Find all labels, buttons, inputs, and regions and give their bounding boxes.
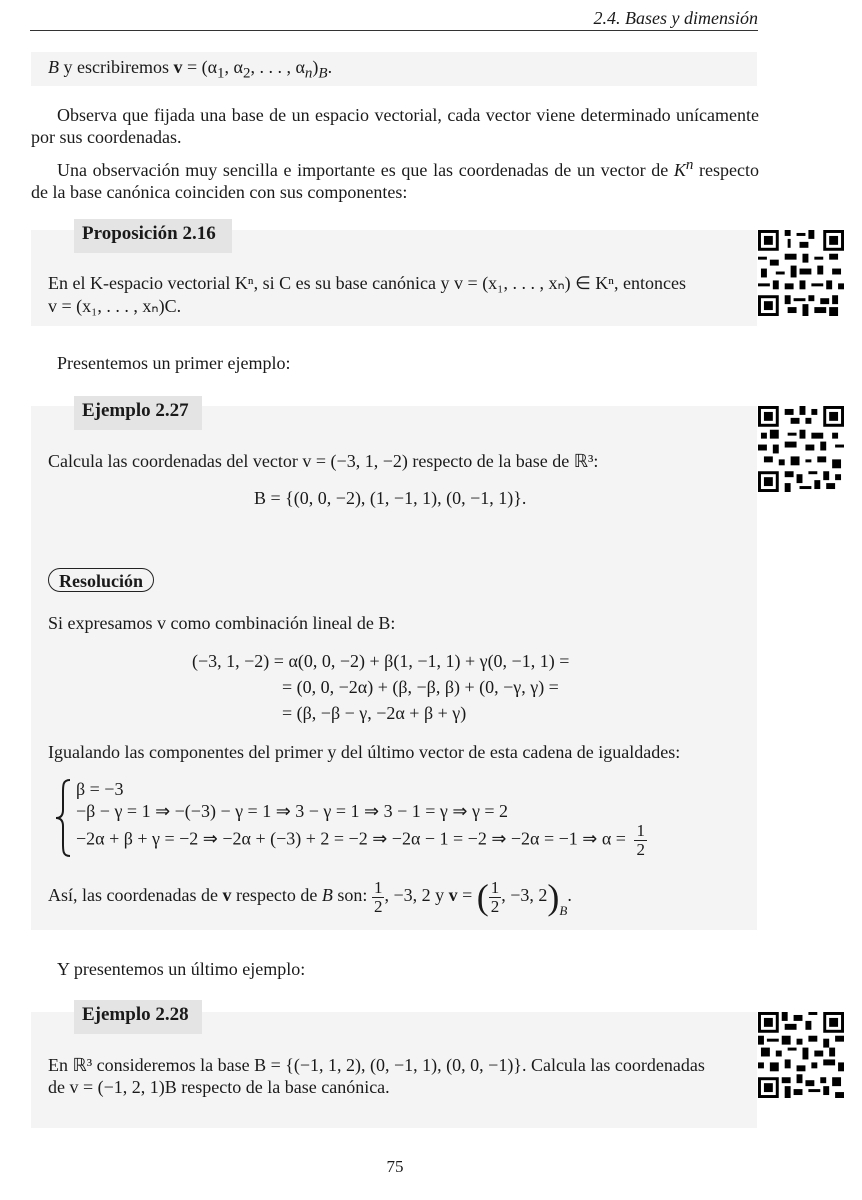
- conclusion-line: Así, las coordenadas de v respecto de B son: $\frac{1}{2}$ , −3, 2 y v = ( $\frac{1}{2}$ , −3, $2)_B$.: [48, 877, 572, 919]
- resolution-label: Resolución: [48, 568, 154, 592]
- equation-line-1: (−3, 1, −2) = α(0, 0, −2) + β(1, −1, 1) + γ(0, −1, 1) =: [192, 651, 570, 671]
- qr-code-icon[interactable]: [758, 230, 844, 316]
- example-2-28-line-1: En ℝ³ consideremos la base B = {(−1, 1, 2), (0, −1, 1), (0, 0, −1)}. Calcula las coordenadas: [48, 1055, 705, 1075]
- example-2-27-tag: Ejemplo 2.27: [74, 396, 202, 430]
- section-title: 2.4. Bases y dimensión: [593, 8, 758, 28]
- resolution-line-1: Si expresamos v como combinación lineal de B:: [48, 613, 396, 633]
- system-equation-1: β = −3: [76, 779, 124, 799]
- page-number: 75: [386, 1157, 404, 1176]
- proposition-line-1: En el K-espacio vectorial Kⁿ, si C es su base canónica y v = (x₁, . . . , xₙ) ∈ Kⁿ, entonces: [48, 273, 686, 293]
- example-2-28-tag: Ejemplo 2.28: [74, 1000, 202, 1034]
- example-2-27-statement: Calcula las coordenadas del vector v = (−3, 1, −2) respecto de la base de ℝ³:: [48, 451, 599, 471]
- paragraph-first-example-intro: Presentemos un primer ejemplo:: [57, 353, 291, 373]
- qr-code-icon[interactable]: [758, 406, 844, 492]
- definition-continuation-text: B y escribiremos $v = (\alpha_1$, $\alpha_2$, . . . , $\alpha_n)_B$.: [48, 57, 333, 82]
- example-2-28-line-2: de v = (−1, 2, 1)B respecto de la base canónica.: [48, 1077, 390, 1097]
- proposition-line-2: v = (x₁, . . . , xₙ)C.: [48, 296, 182, 316]
- equation-line-3: = (β, −β − γ, −2α + β + γ): [282, 703, 467, 723]
- paragraph-canonical-basis: Una observación muy sencilla e importante es que las coordenadas de un vector de $K^n$ respecto de la base canónica coinciden con sus componentes:: [31, 157, 759, 202]
- system-equation-3: −2α + β + γ = −2 ⇒ −2α + (−3) + 2 = −2 ⇒ −2α − 1 = −2 ⇒ −2α = −1 ⇒ α = $\frac{1}{2}$: [76, 821, 645, 859]
- running-header: [30, 6, 758, 31]
- system-brace: [54, 778, 74, 858]
- proposition-tag: Proposición 2.16: [74, 219, 232, 253]
- system-equation-2: −β − γ = 1 ⇒ −(−3) − γ = 1 ⇒ 3 − γ = 1 ⇒ 3 − 1 = γ ⇒ γ = 2: [76, 801, 509, 821]
- equation-line-2: = (0, 0, −2α) + (β, −β, β) + (0, −γ, γ) =: [282, 677, 559, 697]
- qr-code-icon[interactable]: [758, 1012, 844, 1098]
- fraction-one-half: $\frac{1}{2}$: [636, 821, 645, 859]
- example-2-27-basis: B = {(0, 0, −2), (1, −1, 1), (0, −1, 1)}.: [254, 488, 527, 508]
- paragraph-coordinates-unique: Observa que fijada una base de un espacio vectorial, cada vector viene determinado unícamente por sus coordenadas.: [31, 105, 759, 147]
- paragraph-last-example-intro: Y presentemos un último ejemplo:: [57, 959, 306, 979]
- resolution-line-2: Igualando las componentes del primer y del último vector de esta cadena de igualdades:: [48, 742, 681, 762]
